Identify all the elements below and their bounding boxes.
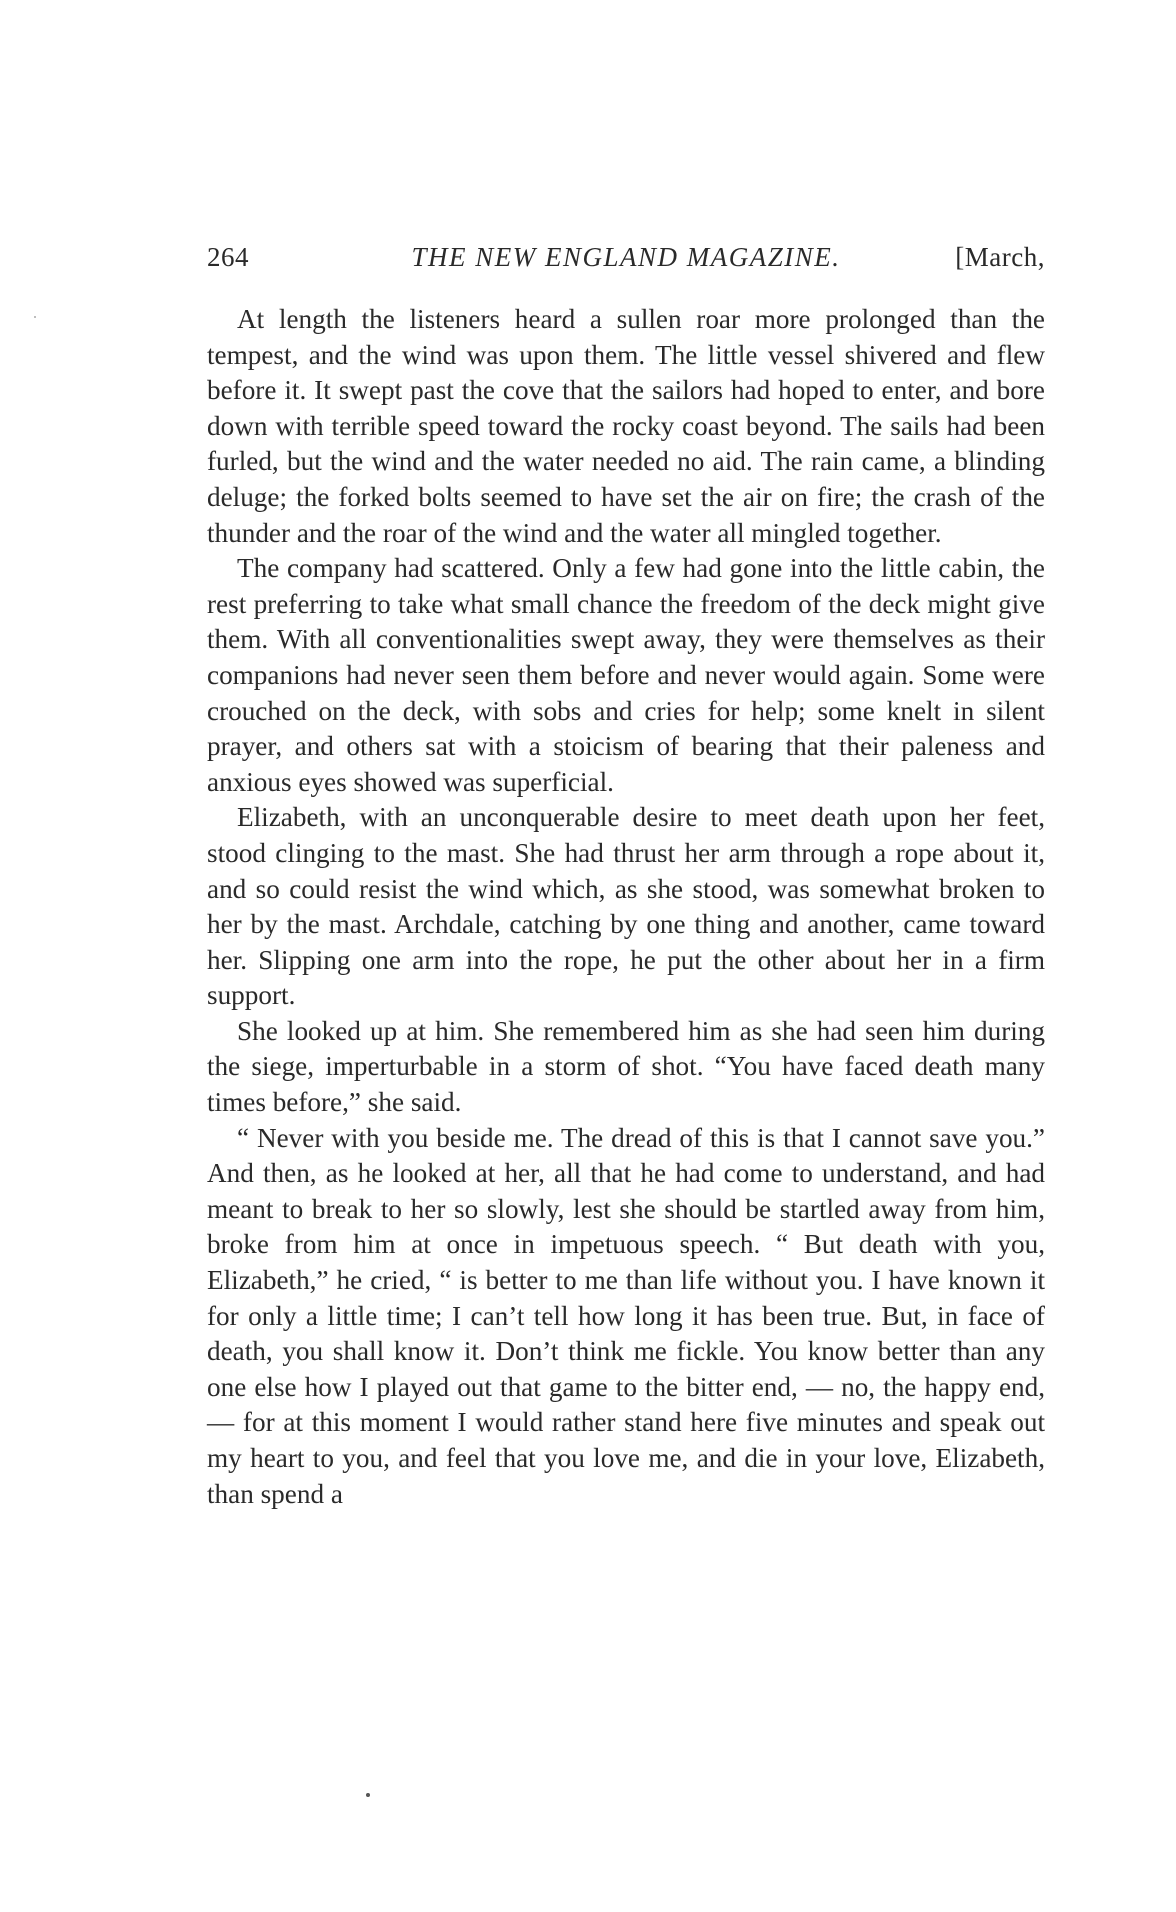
scan-speck: [34, 316, 36, 318]
paragraph: At length the listeners heard a sullen roar more prolonged than the tempest, and the wind was upon them. The little vessel shivered and flew before it. It swept past the cove that the sailors had hoped to enter, and bore down with terrible speed toward the rocky coast beyond. The sails had been furled, but the wind and the water needed no aid. The rain came, a blinding deluge; the forked bolts seemed to have set the air on fire; the crash of the thunder and the roar of the wind and the water all mingled together.: [207, 304, 1045, 548]
paragraph: The company had scattered. Only a few had gone into the little cabin, the rest preferring to take what small chance the freedom of the deck might give them. With all conventionalities swept away, they were themselves as their companions had never seen them before and never would again. Some were crouched on the deck, with sobs and cries for help; some knelt in silent prayer, and others sat with a stoicism of bearing that their paleness and anxious eyes showed was superficial.: [207, 553, 1045, 797]
running-head: [207, 242, 1045, 282]
paragraph: Elizabeth, with an unconquerable desire to meet death upon her feet, stood clinging to the mast. She had thrust her arm through a rope about it, and so could resist the wind which, as she stood, was somewhat broken to her by the mast. Archdale, catching by one thing and another, came toward her. Slipping one arm into the rope, he put the other about her in a firm support.: [207, 802, 1045, 1011]
scan-speck: [366, 1793, 370, 1797]
page-number: 264: [207, 242, 249, 272]
paragraph: She looked up at him. She remembered him as she had seen him during the siege, imperturbable in a storm of shot. “You have faced death many times before,” she said.: [207, 1015, 1045, 1118]
issue-month: [March,: [955, 242, 1045, 272]
paragraph: “ Never with you beside me. The dread of this is that I cannot save you.” And then, as he looked at her, all that he had come to understand, and had meant to break to her so slowly, lest she should be startled away from him, broke from him at once in impetuous speech. “ But death with you, Elizabeth,” he cried, “ is better to me than life without you. I have known it for only a little time; I can’t tell how long it has been true. But, in face of death, you shall know it. Don’t think me fickle. You know better than any one else how I played out that game to the bitter end, — no, the happy end, — for at this moment I would rather stand here five minutes and speak out my heart to you, and feel that you love me, and die in your love, Elizabeth, than spend a: [207, 1122, 1045, 1509]
journal-title: THE NEW ENGLAND MAGAZINE.: [411, 242, 841, 272]
body-text: [207, 302, 1045, 1512]
